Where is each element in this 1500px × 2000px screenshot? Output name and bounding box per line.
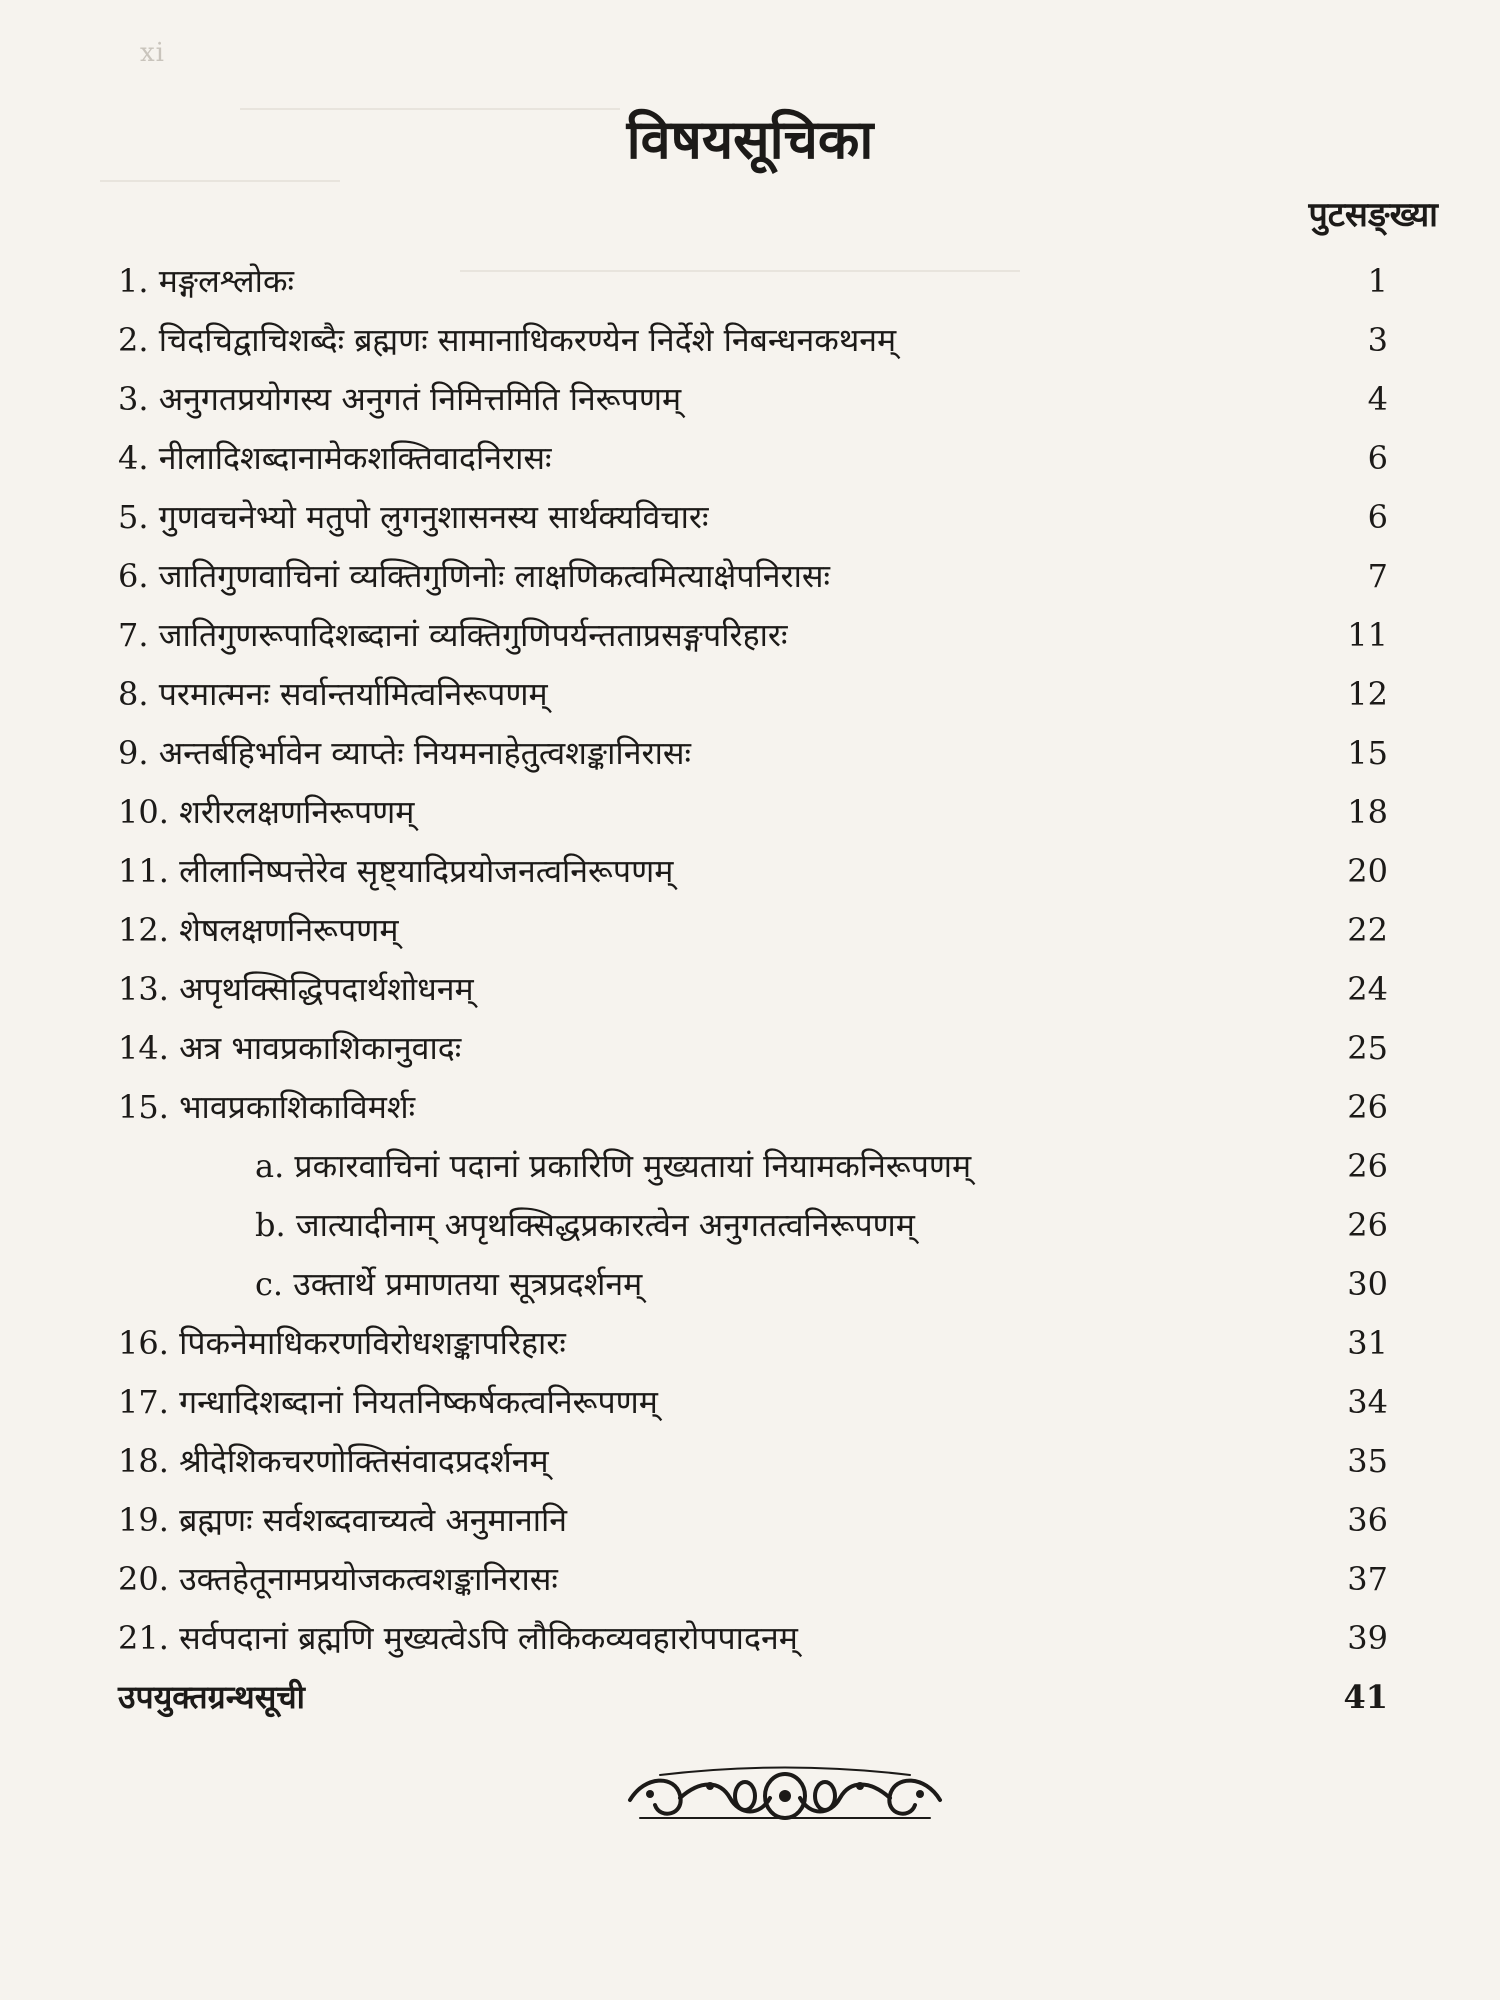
toc-entry-title: 2. चिदचिद्वाचिशब्दैः ब्रह्मणः सामानाधिकरण्येन निर्देशे निबन्धनकथनम् bbox=[118, 321, 897, 359]
toc-entry-page-number: 41 bbox=[1343, 1678, 1388, 1716]
toc-entry-page-number: 6 bbox=[1367, 439, 1388, 477]
toc-entry-title: 9. अन्तर्बहिर्भावेन व्याप्तेः नियमनाहेतुत्वशङ्कानिरासः bbox=[118, 734, 691, 772]
toc-entry bbox=[0, 1314, 1500, 1372]
toc-entry-page-number: 26 bbox=[1347, 1147, 1388, 1185]
toc-entry-title: 4. नीलादिशब्दानामेकशक्तिवादनिरासः bbox=[118, 439, 552, 477]
toc-entry-title: 1. मङ्गलश्लोकः bbox=[118, 262, 294, 300]
page-number: xi bbox=[140, 38, 165, 68]
toc-entry-title: 6. जातिगुणवाचिनां व्यक्तिगुणिनोः लाक्षणिकत्वमित्याक्षेपनिरासः bbox=[118, 557, 831, 595]
toc-entry-page-number: 24 bbox=[1347, 970, 1388, 1008]
page-title: विषयसूचिका bbox=[626, 107, 874, 171]
toc-entry-page-number: 3 bbox=[1367, 321, 1388, 359]
toc-entry-title: 8. परमात्मनः सर्वान्तर्यामित्वनिरूपणम् bbox=[118, 675, 548, 713]
toc-entry-title: 7. जातिगुणरूपादिशब्दानां व्यक्तिगुणिपर्यन्तताप्रसङ्गपरिहारः bbox=[118, 616, 788, 654]
toc-entry bbox=[0, 488, 1500, 546]
toc-entry bbox=[0, 311, 1500, 369]
toc-entry bbox=[0, 429, 1500, 487]
toc-entry-title: 11. लीलानिष्पत्तेरेव सृष्ट्यादिप्रयोजनत्वनिरूपणम् bbox=[118, 852, 674, 890]
toc-entry-title: 13. अपृथक्सिद्धिपदार्थशोधनम् bbox=[118, 970, 474, 1008]
toc-entry bbox=[0, 724, 1500, 782]
toc-entry-title: c. उक्तार्थे प्रमाणतया सूत्रप्रदर्शनम् bbox=[255, 1265, 643, 1303]
toc-entry bbox=[0, 1078, 1500, 1136]
toc-entry bbox=[0, 783, 1500, 841]
toc-entry-page-number: 26 bbox=[1347, 1088, 1388, 1126]
toc-entry bbox=[0, 1432, 1500, 1490]
toc-entry-page-number: 12 bbox=[1347, 675, 1388, 713]
toc-entry-page-number: 25 bbox=[1347, 1029, 1388, 1067]
toc-subentry bbox=[0, 1255, 1500, 1313]
toc-entry bbox=[0, 665, 1500, 723]
toc-entry-title: 10. शरीरलक्षणनिरूपणम् bbox=[118, 793, 415, 831]
toc-entry-title: 18. श्रीदेशिकचरणोक्तिसंवादप्रदर्शनम् bbox=[118, 1442, 549, 1480]
toc-entry-title: 19. ब्रह्मणः सर्वशब्दवाच्यत्वे अनुमानानि bbox=[118, 1501, 568, 1539]
toc-entry-page-number: 36 bbox=[1347, 1501, 1388, 1539]
toc-entry bbox=[0, 1019, 1500, 1077]
toc-entry-title: उपयुक्तग्रन्थसूची bbox=[118, 1678, 305, 1716]
toc-entry bbox=[0, 842, 1500, 900]
bleed-through-mark bbox=[100, 180, 340, 182]
toc-entry-title: b. जात्यादीनाम् अपृथक्सिद्धप्रकारत्वेन अनुगतत्वनिरूपणम् bbox=[255, 1206, 915, 1244]
toc-entry bbox=[0, 901, 1500, 959]
toc-entry bbox=[0, 606, 1500, 664]
toc-entry-page-number: 1 bbox=[1367, 262, 1388, 300]
toc-entry-page-number: 11 bbox=[1347, 616, 1388, 654]
toc-entry bbox=[0, 1491, 1500, 1549]
toc-entry-page-number: 26 bbox=[1347, 1206, 1388, 1244]
toc-entry-page-number: 7 bbox=[1367, 557, 1388, 595]
toc-entry-title: a. प्रकारवाचिनां पदानां प्रकारिणि मुख्यतायां नियामकनिरूपणम् bbox=[255, 1147, 972, 1185]
toc-entry-title: 15. भावप्रकाशिकाविमर्शः bbox=[118, 1088, 416, 1126]
toc-entry bbox=[0, 1609, 1500, 1667]
toc-entry-page-number: 35 bbox=[1347, 1442, 1388, 1480]
toc-entry bbox=[0, 252, 1500, 310]
toc-entry-page-number: 37 bbox=[1347, 1560, 1388, 1598]
toc-subentry bbox=[0, 1196, 1500, 1254]
toc-entry-page-number: 4 bbox=[1367, 380, 1388, 418]
toc-entry-title: 16. पिकनेमाधिकरणविरोधशङ्कापरिहारः bbox=[118, 1324, 566, 1362]
toc-entry-page-number: 34 bbox=[1347, 1383, 1388, 1421]
toc-entry-page-number: 15 bbox=[1347, 734, 1388, 772]
toc-entry-page-number: 30 bbox=[1347, 1265, 1388, 1303]
toc-entry-title: 12. शेषलक्षणनिरूपणम् bbox=[118, 911, 399, 949]
page-number-column-heading: पुटसङ्ख्या bbox=[1308, 195, 1438, 235]
toc-entry-page-number: 31 bbox=[1347, 1324, 1388, 1362]
toc-entry bbox=[0, 547, 1500, 605]
toc-entry-title: 17. गन्धादिशब्दानां नियतनिष्कर्षकत्वनिरूपणम् bbox=[118, 1383, 658, 1421]
toc-entry bbox=[0, 960, 1500, 1018]
toc-entry-page-number: 18 bbox=[1347, 793, 1388, 831]
toc-entry bbox=[0, 1373, 1500, 1431]
toc-entry-page-number: 6 bbox=[1367, 498, 1388, 536]
decorative-ornament bbox=[620, 1760, 950, 1830]
toc-entry-title: 20. उक्तहेतूनामप्रयोजकत्वशङ्कानिरासः bbox=[118, 1560, 558, 1598]
toc-subentry bbox=[0, 1137, 1500, 1195]
toc-entry-title: 21. सर्वपदानां ब्रह्मणि मुख्यत्वेऽपि लौकिकव्यवहारोपपादनम् bbox=[118, 1619, 798, 1657]
toc-entry-page-number: 22 bbox=[1347, 911, 1388, 949]
toc-entry bbox=[0, 370, 1500, 428]
toc-entry bbox=[0, 1668, 1500, 1726]
toc-entry-page-number: 20 bbox=[1347, 852, 1388, 890]
toc-entry-title: 3. अनुगतप्रयोगस्य अनुगतं निमित्तमिति निरूपणम् bbox=[118, 380, 682, 418]
toc-entry-title: 14. अत्र भावप्रकाशिकानुवादः bbox=[118, 1029, 462, 1067]
toc-entry-title: 5. गुणवचनेभ्यो मतुपो लुगनुशासनस्य सार्थक्यविचारः bbox=[118, 498, 709, 536]
toc-entry-page-number: 39 bbox=[1347, 1619, 1388, 1657]
toc-entry bbox=[0, 1550, 1500, 1608]
